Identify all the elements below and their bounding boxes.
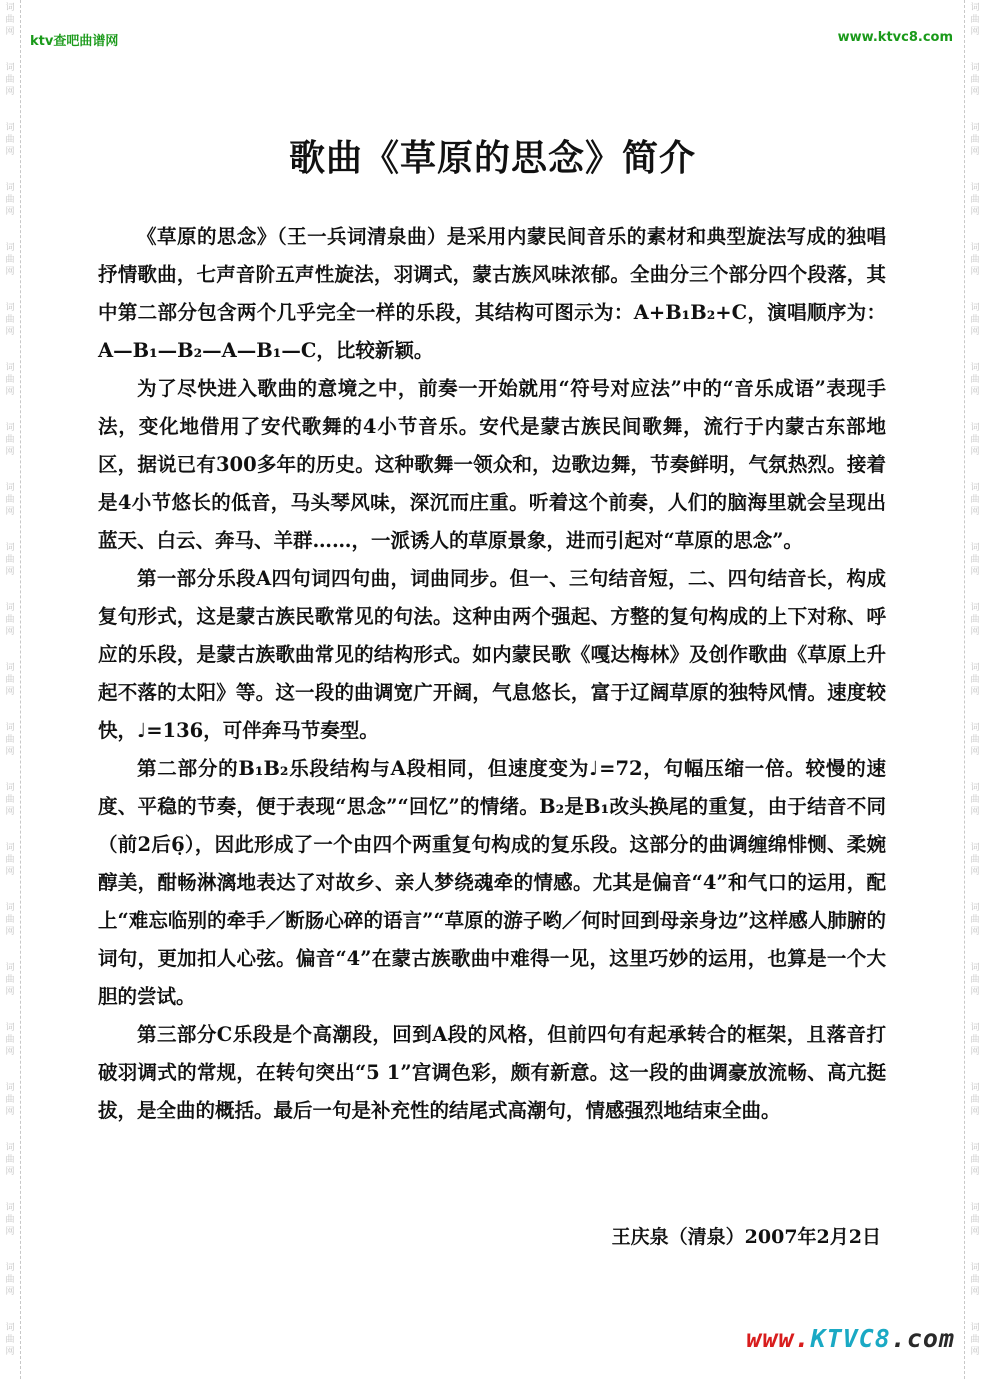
paragraph-5: 第三部分C乐段是个高潮段，回到A段的风格，但前四句有起承转合的框架，且落音打破羽调式的常规，在转句突出“5 1”宫调色彩，颇有新意。这一段的曲调豪放流畅、高亢挺拔，是全曲的概括。最后一句是补充性的结尾式高潮句，情感强烈地结束全曲。 [98,1023,886,1122]
footer-logo-tld: .com [890,1324,955,1353]
watermark-right-9: 词 曲 网 [970,543,980,577]
article-body [98,218,886,1130]
watermark-left-10: 词 曲 网 [5,603,15,637]
watermark-left-13: 词 曲 网 [5,783,15,817]
header-site-name: ktv查吧曲谱网 [30,34,119,49]
watermark-left-0: 词 曲 网 [5,3,15,37]
paragraph-3: 第一部分乐段A四句词四句曲，词曲同步。但一、三句结音短，二、四句结音长，构成复句形式，这是蒙古族民歌常见的句法。这种由两个强起、方整的复句构成的上下对称、呼应的乐段，是蒙古族歌曲常见的结构形式。如内蒙民歌《嘎达梅林》及创作歌曲《草原上升起不落的太阳》等。这一段的曲调宽广开阔，气息悠长，富于辽阔草原的独特风情。速度较快，♩=136，可伴奔马节奏型。 [98,567,886,742]
watermark-left-20: 词 曲 网 [5,1203,15,1237]
author-signature: 王庆泉（清泉）2007年2月2日 [611,1226,881,1248]
watermark-right-7: 词 曲 网 [970,423,980,457]
watermark-right-8: 词 曲 网 [970,483,980,517]
watermark-left-7: 词 曲 网 [5,423,15,457]
watermark-right-13: 词 曲 网 [970,783,980,817]
watermark-right-19: 词 曲 网 [970,1143,980,1177]
watermark-right-17: 词 曲 网 [970,1023,980,1057]
left-watermark-strip [0,0,21,1379]
watermark-right-12: 词 曲 网 [970,723,980,757]
paragraph-4: 第二部分的B₁B₂乐段结构与A段相同，但速度变为♩=72，句幅压缩一倍。较慢的速度、平稳的节奏，便于表现“思念”“回忆”的情绪。B₂是B₁改头换尾的重复，由于结音不同（前2后6̣），因此形成了一个由四个两重复句构成的复乐段。这部分的曲调缠绵悱恻、柔婉醇美，酣畅淋漓地表达了对故乡、亲人梦绕魂牵的情感。尤其是偏音“4”和气口的运用，配上“难忘临别的牵手／断肠心碎的语言”“草原的游子哟／何时回到母亲身边”这样感人肺腑的词句，更加扣人心弦。偏音“4”在蒙古族歌曲中难得一见，这里巧妙的运用，也算是一个大胆的尝试。 [98,757,886,1008]
watermark-left-9: 词 曲 网 [5,543,15,577]
watermark-left-18: 词 曲 网 [5,1083,15,1117]
watermark-right-2: 词 曲 网 [970,123,980,157]
watermark-left-6: 词 曲 网 [5,363,15,397]
watermark-right-16: 词 曲 网 [970,963,980,997]
watermark-left-22: 词 曲 网 [5,1323,15,1357]
watermark-right-14: 词 曲 网 [970,843,980,877]
watermark-left-12: 词 曲 网 [5,723,15,757]
paragraph-1: 《草原的思念》（王一兵词清泉曲）是采用内蒙民间音乐的素材和典型旋法写成的独唱抒情歌曲，七声音阶五声性旋法，羽调式，蒙古族风味浓郁。全曲分三个部分四个段落，其中第二部分包含两个几乎完全一样的乐段，其结构可图示为：A+B₁B₂+C，演唱顺序为：A—B₁—B₂—A—B₁—C，比较新颖。 [98,225,886,362]
watermark-right-20: 词 曲 网 [970,1203,980,1237]
watermark-right-4: 词 曲 网 [970,243,980,277]
watermark-right-21: 词 曲 网 [970,1263,980,1297]
watermark-left-1: 词 曲 网 [5,63,15,97]
footer-logo-www: www. [746,1324,811,1353]
right-watermark-strip [964,0,985,1379]
watermark-left-2: 词 曲 网 [5,123,15,157]
watermark-right-1: 词 曲 网 [970,63,980,97]
footer-logo-brand: KTVC8 [810,1324,891,1353]
watermark-right-10: 词 曲 网 [970,603,980,637]
watermark-left-5: 词 曲 网 [5,303,15,337]
watermark-right-18: 词 曲 网 [970,1083,980,1117]
watermark-right-6: 词 曲 网 [970,363,980,397]
watermark-left-11: 词 曲 网 [5,663,15,697]
watermark-right-5: 词 曲 网 [970,303,980,337]
watermark-left-16: 词 曲 网 [5,963,15,997]
page-title: 歌曲《草原的思念》简介 [288,137,696,179]
watermark-left-4: 词 曲 网 [5,243,15,277]
watermark-right-15: 词 曲 网 [970,903,980,937]
watermark-left-3: 词 曲 网 [5,183,15,217]
watermark-right-11: 词 曲 网 [970,663,980,697]
watermark-left-19: 词 曲 网 [5,1143,15,1177]
watermark-left-17: 词 曲 网 [5,1023,15,1057]
watermark-right-3: 词 曲 网 [970,183,980,217]
watermark-left-8: 词 曲 网 [5,483,15,517]
paragraph-2: 为了尽快进入歌曲的意境之中，前奏一开始就用“符号对应法”中的“音乐成语”表现手法，变化地借用了安代歌舞的4小节音乐。安代是蒙古族民间歌舞，流行于内蒙古东部地区，据说已有300多年的历史。这种歌舞一领众和，边歌边舞，节奏鲜明，气氛热烈。接着是4小节悠长的低音，马头琴风味，深沉而庄重。听着这个前奏，人们的脑海里就会呈现出蓝天、白云、奔马、羊群……，一派诱人的草原景象，进而引起对“草原的思念”。 [98,377,886,552]
watermark-right-22: 词 曲 网 [970,1323,980,1357]
watermark-left-14: 词 曲 网 [5,843,15,877]
watermark-right-0: 词 曲 网 [970,3,980,37]
footer-logo [746,1324,955,1353]
watermark-left-21: 词 曲 网 [5,1263,15,1297]
header-site-url: www.ktvc8.com [837,30,953,45]
watermark-left-15: 词 曲 网 [5,903,15,937]
